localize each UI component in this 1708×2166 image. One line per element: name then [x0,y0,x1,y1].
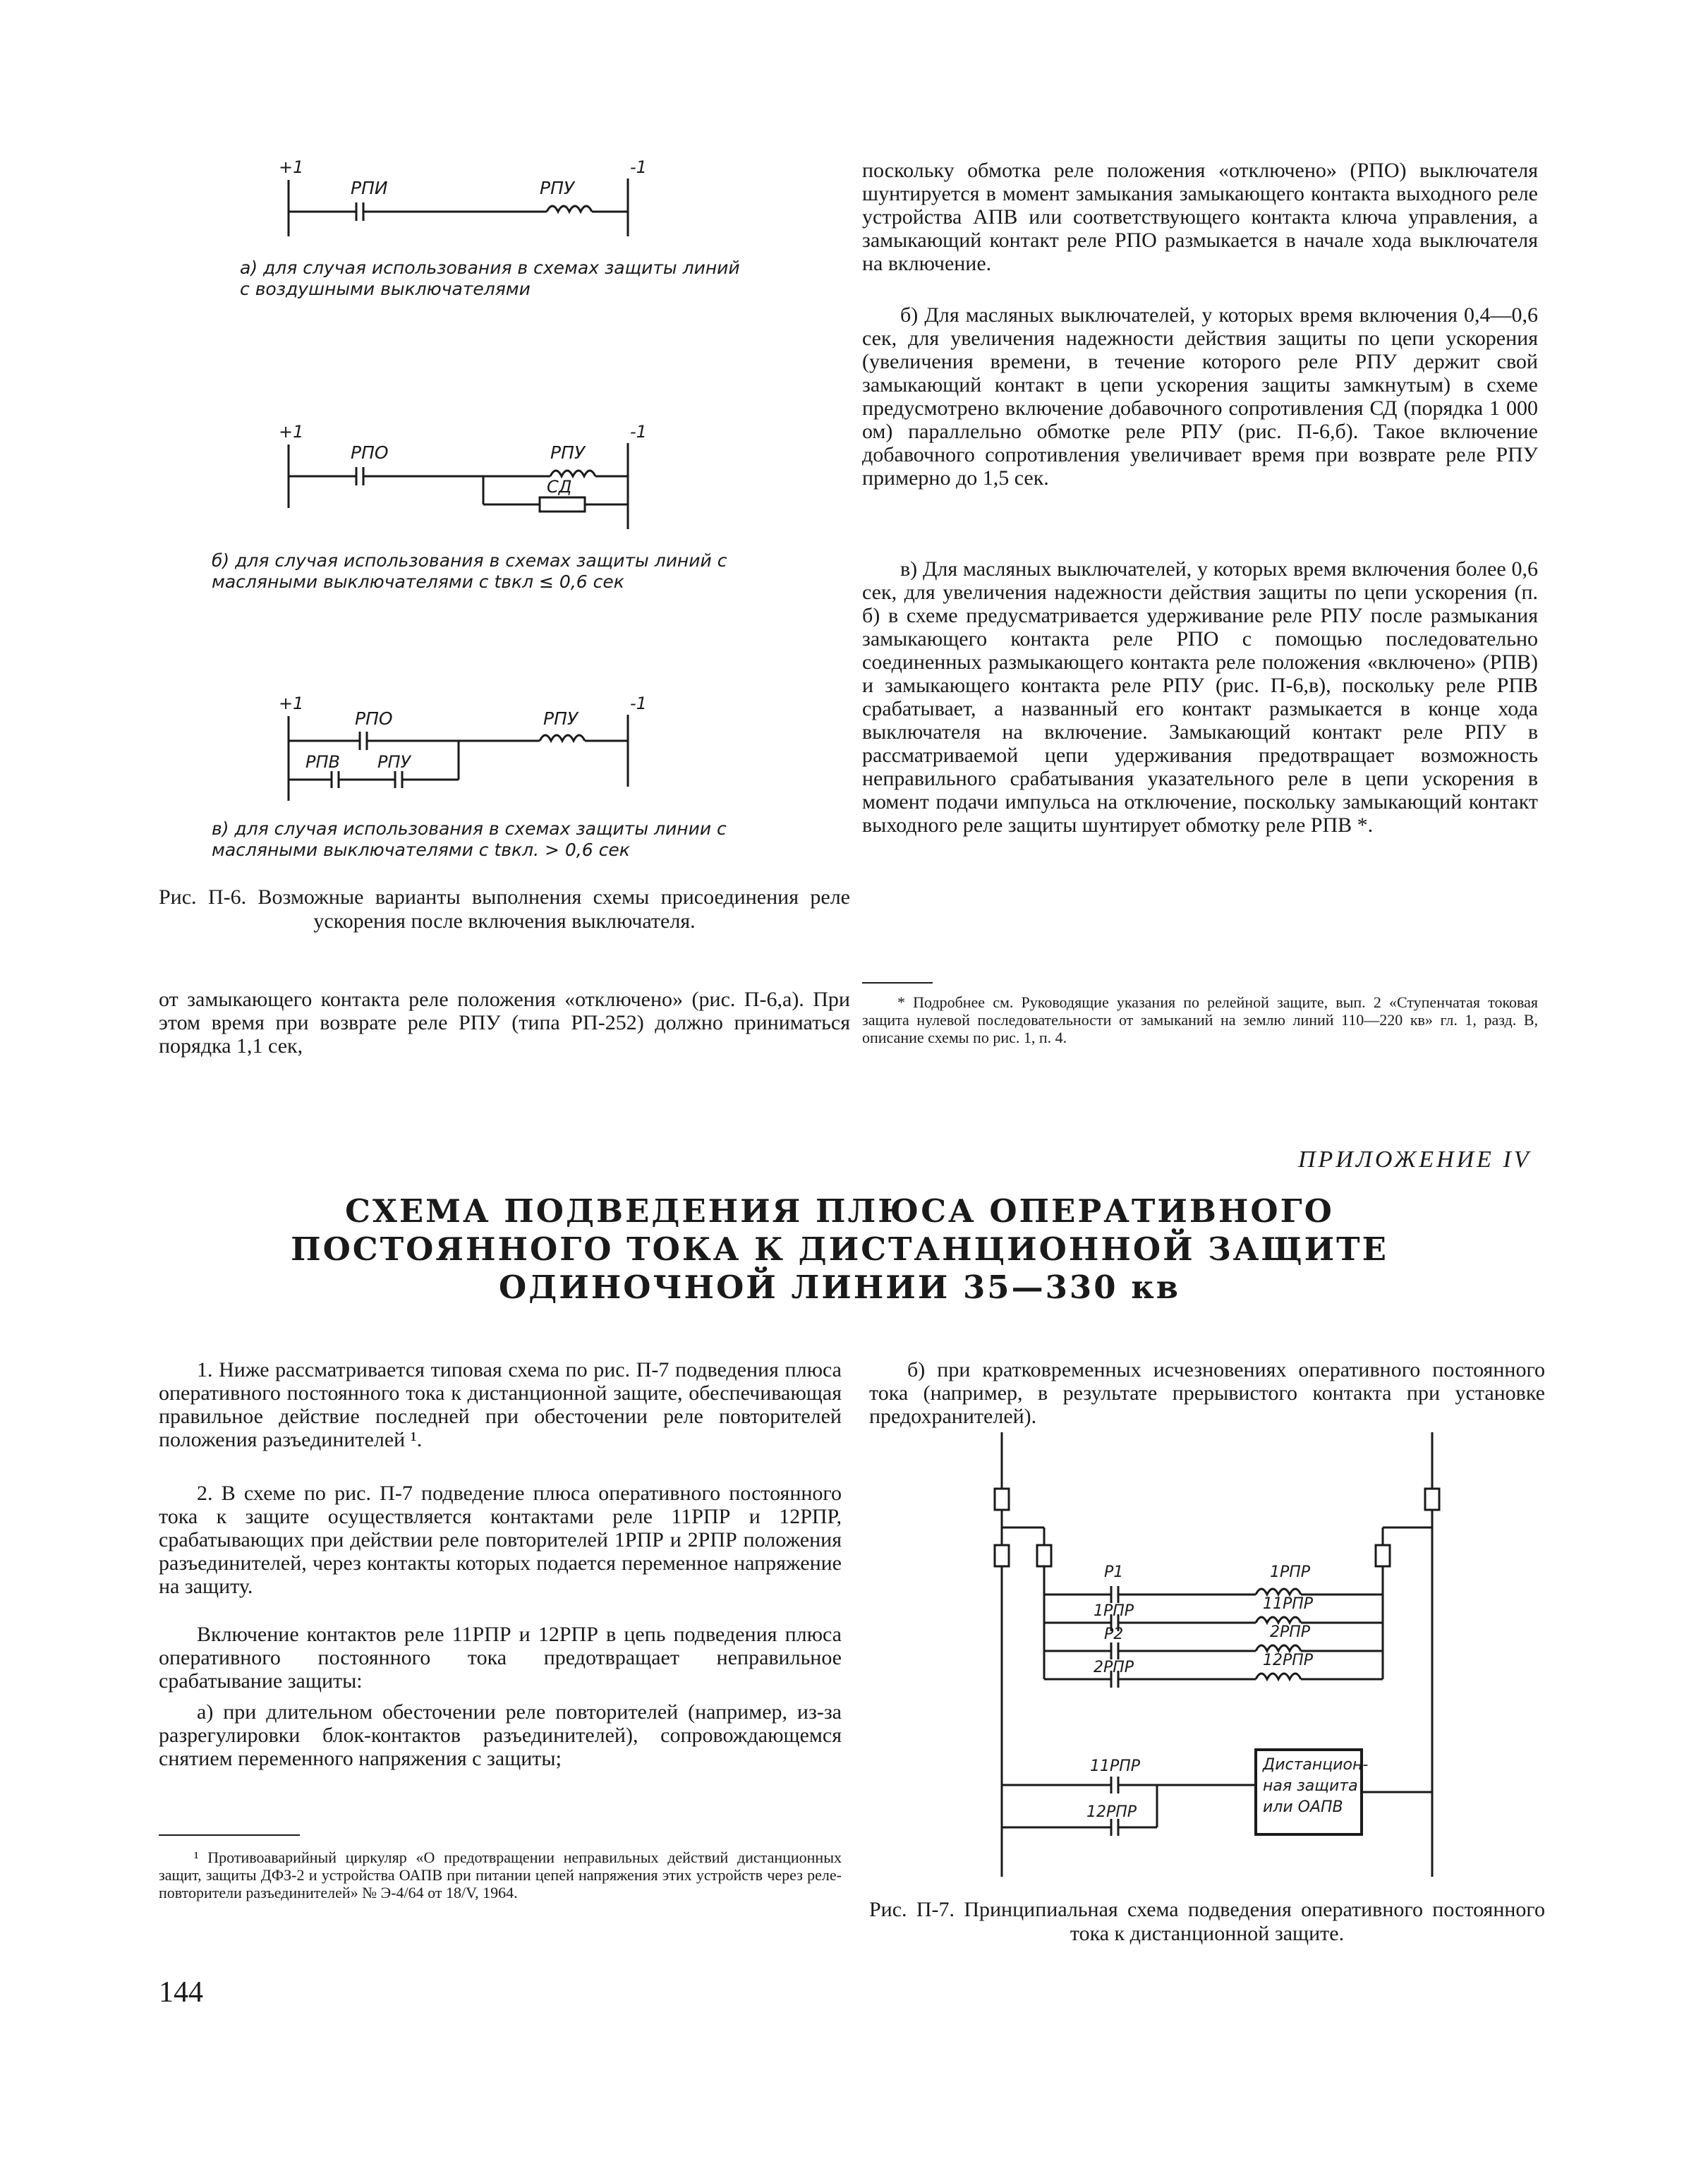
bottom-left-footnote: ¹ Противоаварийный циркуляр «О предотвращении неправильных действий дистанционных защит, защиты ДФЗ-2 и устройства ОАПВ при питании цепей напряжения этих устройств через реле-повторители разъединителей» № Э-4/64 от 18/V, 1964. [159,1849,842,1901]
fig-p6-caption: Рис. П-6. Возможные варианты выполнения схемы присоединения реле ускорения после включения выключателя. [159,885,850,933]
contact-label: РПИ [351,178,388,198]
r1-contact-label: 1РПР [1094,1602,1134,1620]
plus-label: +1 [279,159,304,177]
r12-coil-label: 12РПР [1263,1652,1314,1669]
bottom-right-paragraph-1: б) при кратковременных исчезновениях оперативного постоянного тока (например, в результате прерывистого контакта при установке предохранителей). [869,1358,1545,1428]
r2-coil-label: 2РПР [1270,1623,1311,1641]
fig-p7-diagram [974,1432,1467,1884]
block-line-2: ная защита [1263,1777,1358,1795]
bottom-left-paragraph-2: 2. В схеме по рис. П-7 подведение плюса оперативного постоянного тока к защите осуществляется контактами реле 11РПР и 12РПР, срабатывающих при действии реле повторителей 1РПР и 2РПР положения разъединителей, через контакты которых подается переменное напряжение на защиту. [159,1482,842,1598]
plus-label: +1 [279,695,304,713]
p1-label: Р1 [1104,1563,1124,1581]
appendix-label: ПРИЛОЖЕНИЕ IV [1298,1146,1532,1173]
fig-p6-label-a: а) для случая использования в схемах защиты линий с воздушными выключателями [240,258,740,299]
fig-p6-diagram-c [272,695,667,801]
fig-p7-caption: Рис. П-7. Принципиальная схема подведения оперативного постоянного тока к дистанционной защите. [869,1898,1545,1945]
bottom-left-paragraph-3: Включение контактов реле 11РПР и 12РПР в цепь подведения плюса оперативного постоянного тока предотвращает неправильное срабатывание защиты: [159,1623,842,1693]
r12-contact-label: 12РПР [1086,1803,1137,1821]
p2-label: Р2 [1104,1626,1124,1643]
right-paragraph-3: в) Для масляных выключателей, у которых время включения более 0,6 сек, для увеличения надежности действия защиты по цепи ускорения (п. б) в схеме предусматривается удерживание реле РПУ после размыкания замыкающего контакта реле РПО с помощью последовательно соединенных размыкающего контакта реле положения «включено» (РПВ) и замыкающего контакта реле РПУ (рис. П-6,в), поскольку реле РПВ срабатывает, а названный его контакт размыкается в конце хода выключателя на включение. Замыкающий контакт реле РПУ в рассматриваемой цепи удерживания предотвращает возможность неправильного срабатывания указательного реле в цепи ускорения в момент подачи импульса на отключение, поскольку замыкающий контакт выходного реле защиты шунтирует обмотку реле РПВ *. [862,557,1538,837]
plus-label: +1 [279,423,304,442]
right-footnote: * Подробнее см. Руководящие указания по релейной защите, вып. 2 «Ступенчатая токовая защита нулевой последовательности от замыканий на землю линий 110—220 кв» гл. 1, разд. В, описание схемы по рис. 1, п. 4. [862,993,1538,1046]
fig-p6-diagram-a [272,159,667,236]
r11-contact-label: 11РПР [1090,1757,1141,1775]
coil-label: РПУ [550,442,586,463]
right-paragraph-1: поскольку обмотка реле положения «отключено» (РПО) выключателя шунтируется в момент замыкания замыкающего контакта выходного реле устройства АПВ или соответствующего контакта ключа управления, а замыкающий контакт реле РПО размыкается в начале хода выключателя на включение. [862,159,1538,275]
page-number: 144 [159,1976,203,2009]
r1-coil-label: 1РПР [1270,1563,1311,1581]
resistor-label: СД [547,477,572,497]
block-line-3: или ОАПВ [1263,1798,1343,1816]
minus-label: -1 [630,423,647,442]
block-line-1: Дистанцион- [1263,1756,1369,1774]
bottom-left-paragraph-4: а) при длительном обесточении реле повторителей (например, из-за разрегулировки блок-контактов разъединителей), сопровождающемся снятием переменного напряжения с защиты; [159,1700,842,1770]
coil-label: РПУ [540,178,575,198]
section-heading [212,1192,1467,1307]
coil-label: РПУ [543,708,579,729]
left-text-top: от замыкающего контакта реле положения «отключено» (рис. П-6,а). При этом время при возврате реле РПУ (типа РП-252) должно приниматься порядка 1,1 сек, [159,988,850,1058]
fig-p6-label-b: б) для случая использования в схемах защиты линий с масляными выключателями с tвкл ≤ 0,6 сек [212,550,727,592]
contact-label: РПО [355,708,393,729]
right-paragraph-2: б) Для масляных выключателей, у которых время включения 0,4—0,6 сек, для увеличения надежности действия защиты по цепи ускорения (увеличения времени, в течение которого реле РПУ держит свой замыкающий контакт в цепи ускорения защиты замкнутым) в схеме предусмотрено включение добавочного сопротивления СД (порядка 1 000 ом) параллельно обмотке реле РПУ (рис. П-6,б). Такое включение добавочного сопротивления увеличивает время при возврате реле РПУ примерно до 1,5 сек. [862,303,1538,490]
contact2-label: РПВ [305,752,340,772]
contact3-label: РПУ [377,752,411,772]
r2-contact-label: 2РПР [1094,1659,1134,1676]
fig-p6-label-c: в) для случая использования в схемах защиты линии с масляными выключателями с tвкл. > 0,6 сек [212,818,727,860]
footnote-rule [862,982,933,984]
footnote-rule [159,1834,300,1836]
contact-label: РПО [351,442,389,463]
minus-label: -1 [630,159,647,177]
heading-line-1: СХЕМА ПОДВЕДЕНИЯ ПЛЮСА ОПЕРАТИВНОГО [345,1192,1334,1230]
minus-label: -1 [630,695,647,713]
bottom-left-paragraph-1: 1. Ниже рассматривается типовая схема по рис. П-7 подведения плюса оперативного постоянного тока к дистанционной защите, обеспечивающая правильное действие последней при обесточении реле повторителей положения разъединителей ¹. [159,1358,842,1451]
heading-line-2: ПОСТОЯННОГО ТОКА К ДИСТАНЦИОННОЙ ЗАЩИТЕ [291,1230,1388,1268]
r11-coil-label: 11РПР [1263,1595,1314,1613]
heading-line-3: ОДИНОЧНОЙ ЛИНИИ 35—330 кв [499,1269,1180,1306]
fig-p6-diagram-b [272,423,667,529]
